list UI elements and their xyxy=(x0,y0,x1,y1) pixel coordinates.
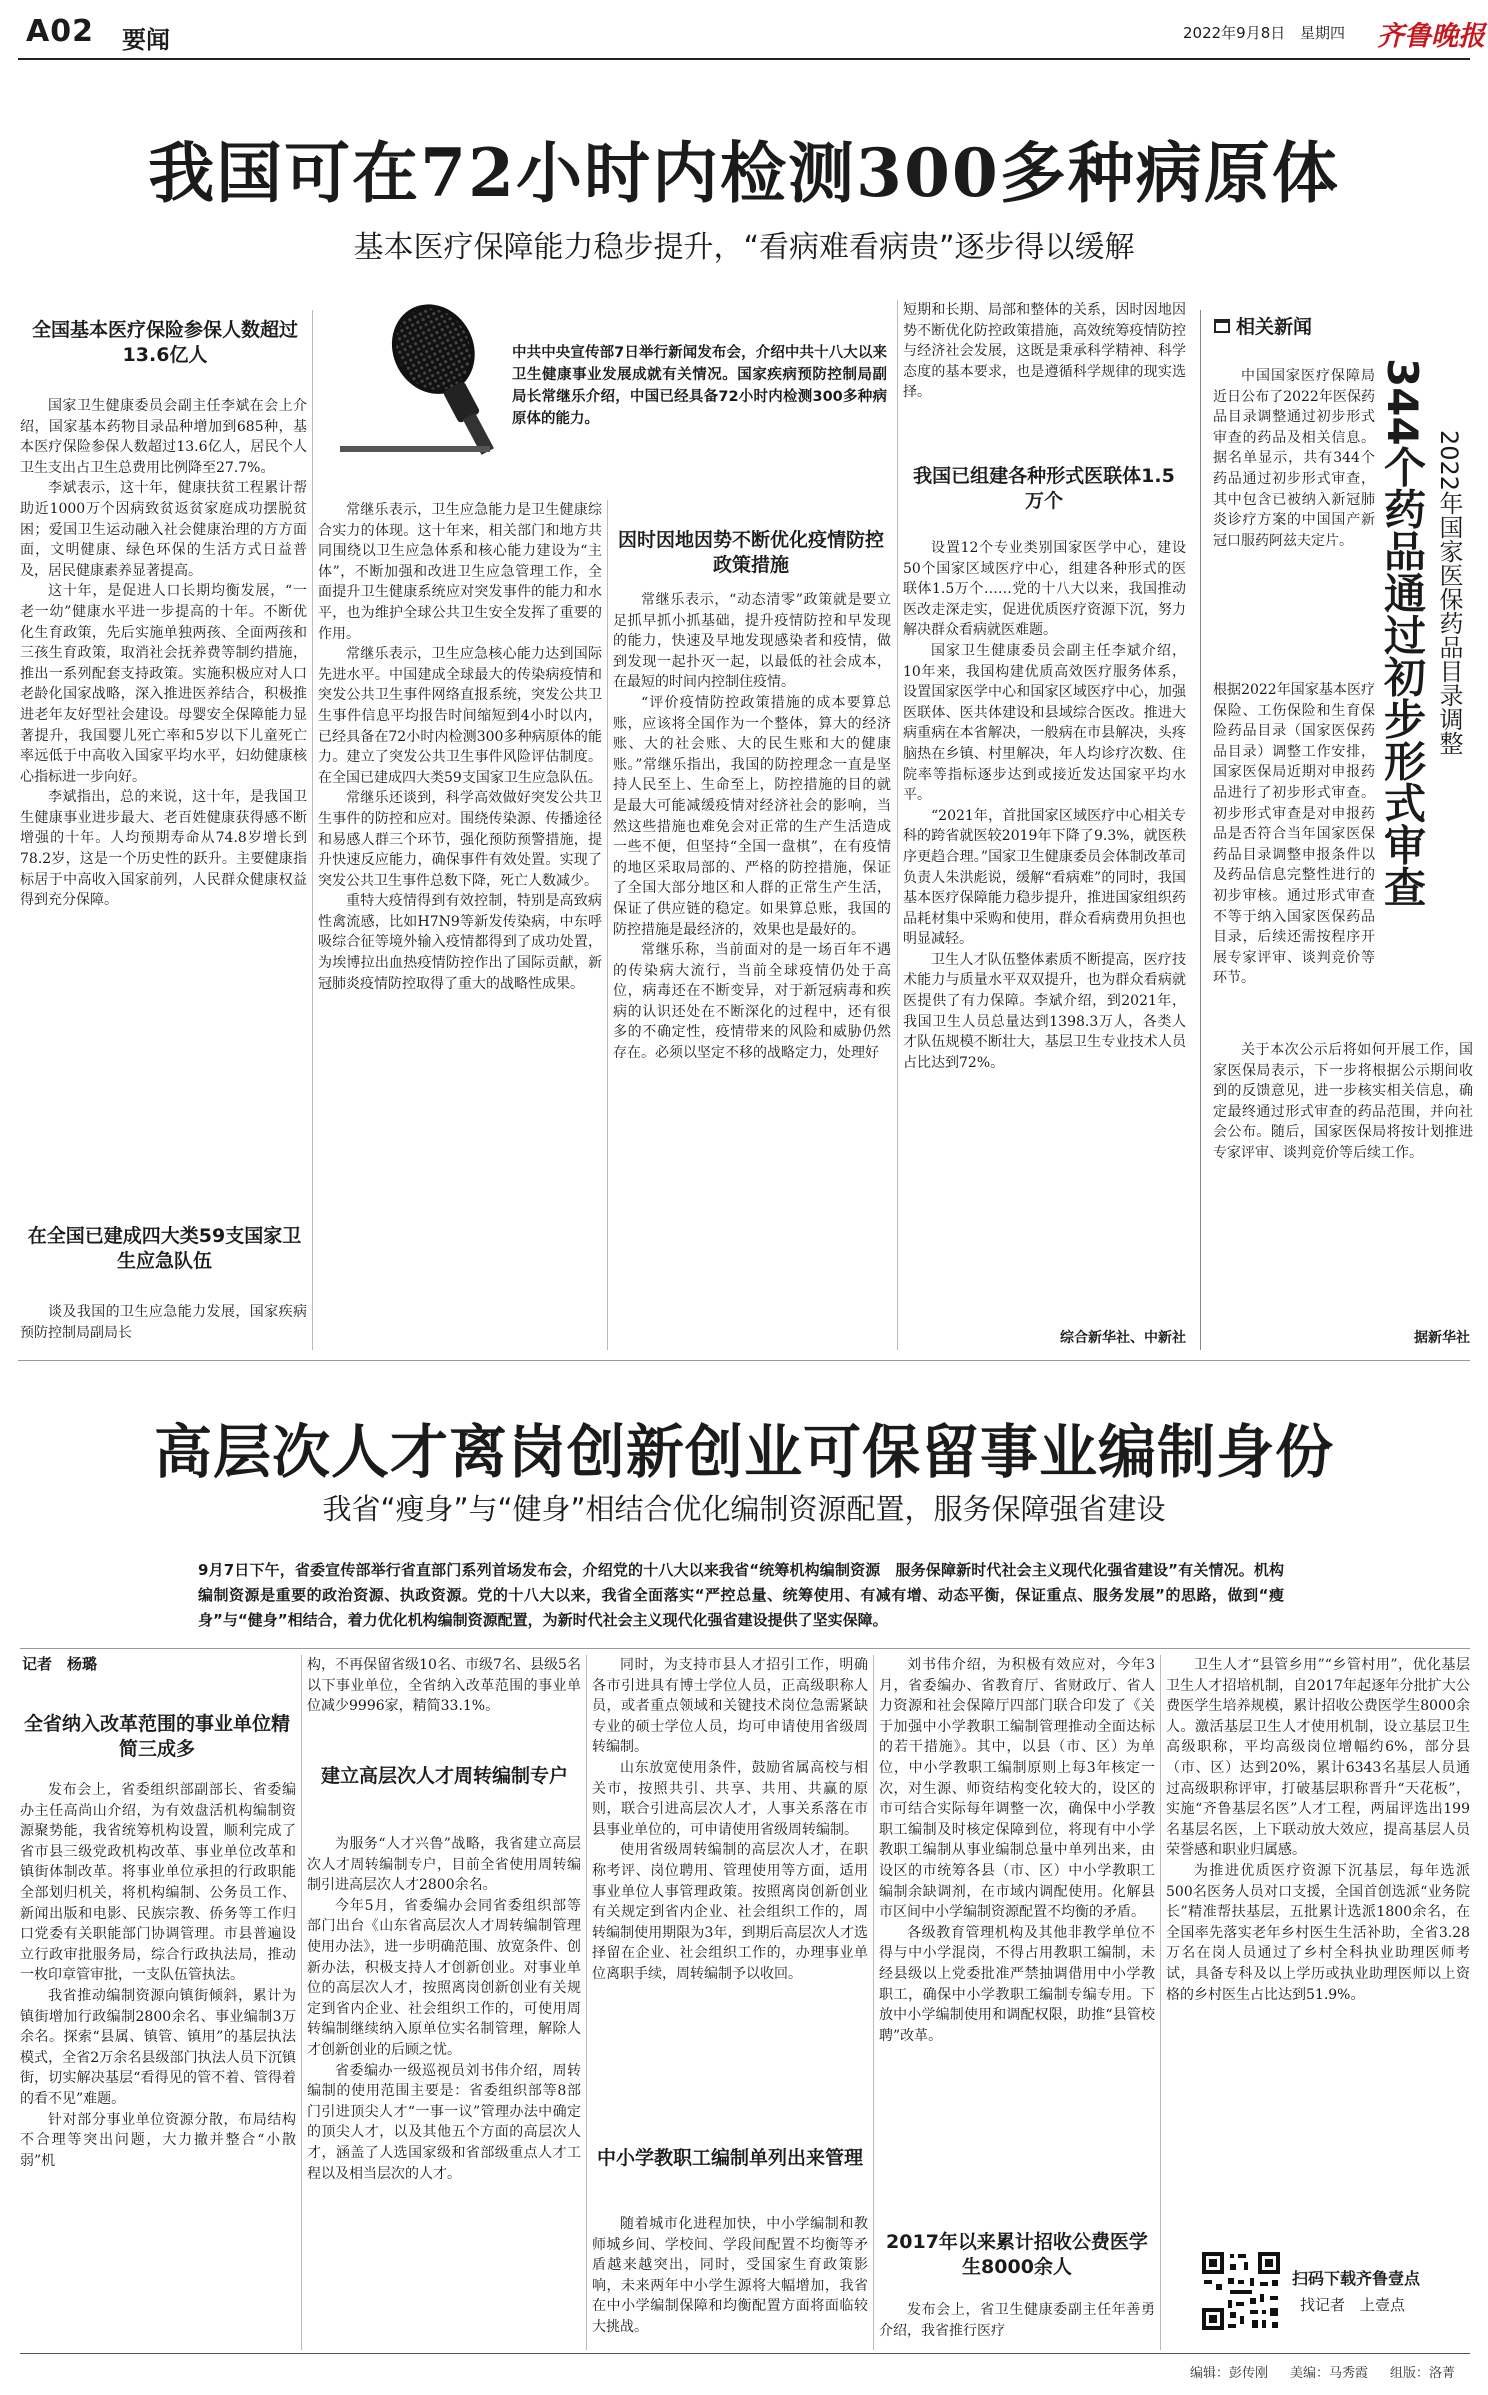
paragraph: 常继乐表示，卫生应急核心能力达到国际先进水平。中国建成全球最大的传染病疫情和突发公共卫生事件网络直报系统，突发公共卫生事件信息平均报告时间缩短到4小时以内，已经具备在72小时内检测300多种病原体的能力。建立了突发公共卫生事件风险评估制度。在全国已建成四大类59支国家卫生应急队伍。 xyxy=(318,646,602,786)
paragraph: 这十年，是促进人口长期均衡发展，“一老一幼”健康水平进一步提高的十年。不断优化生育政策，先后实施单独两孩、全面两孩和三孩生育政策，取消社会抚养费等制约措施，推出一系列配套支持政策。实施积极应对人口老龄化国家战略，深入推进医养结合，积极推进老年友好型社会建设。母婴安全保障能力显著提升，我国婴儿死亡率和5岁以下儿童死亡率远低于中高收入国家平均水平，妇幼健康核心指标进一步向好。 xyxy=(20,583,307,785)
column-divider xyxy=(607,500,608,1350)
paragraph: “2021年，首批国家区域医疗中心相关专科的跨省就医较2019年下降了9.3%，就医秩序更趋合理。”国家卫生健康委员会体制改革司负责人朱洪彪说，缓解“看病难”的同时，我国基本医疗保障能力稳步提升，推进国家组织药品耗材集中采购和使用，群众看病费用负担也明显减轻。 xyxy=(903,807,1186,948)
paragraph: 国家卫生健康委员会副主任李斌介绍，10年来，我国构建优质高效医疗服务体系，设置国家医学中心和国家区域医疗中心，加强医联体、医共体建设和县域综合医改。推进大病重病在本省解决，一般病在市县解决，头疼脑热在乡镇、村里解决，年人均诊疗次数、住院率等指标逐步达到或接近发达国家平均水平。 xyxy=(903,642,1186,804)
paragraph: 随着城市化进程加快，中小学编制和教师城乡间、学校间、学段间配置不均衡等矛盾越来越突出，同时，受国家生育政策影响，未来两年中小学生源将大幅增加，我省在中小学编制保障和均衡配置方面将面临较大挑战。 xyxy=(592,2216,868,2335)
story2-headline: 高层次人才离岗创新创业可保留事业编制身份 xyxy=(153,1418,1334,1486)
paragraph: 针对部分事业单位资源分散，布局结构不合理等突出问题，大力撤并整合“小散弱”机 xyxy=(20,2111,296,2169)
layout-credit: 组版：洛菁 xyxy=(1390,2366,1456,2381)
news-icon xyxy=(1214,319,1230,333)
sidebar-headline: 344个药品通过初步形式审查 xyxy=(1378,358,1427,908)
newspaper-logo: 齐鲁晚报 xyxy=(1377,21,1485,52)
story1-col3-heading: 因时因地因势不断优化疫情防控政策措施 xyxy=(617,529,884,576)
column-divider xyxy=(1160,1655,1161,2350)
editor-credit: 编辑：彭传刚 xyxy=(1190,2366,1269,2381)
story1-col4b-body xyxy=(903,538,1186,1330)
sidebar-body-mid xyxy=(1213,680,1375,987)
sidebar-body-bottom xyxy=(1213,1040,1473,1312)
issue-weekday: 星期四 xyxy=(1300,24,1346,42)
story2-col1-heading: 全省纳入改革范围的事业单位精简三成多 xyxy=(23,1713,290,1760)
story2-col1-body xyxy=(20,1780,296,2348)
masthead-rule xyxy=(18,58,1470,60)
column-divider xyxy=(873,1655,874,2350)
intro-rule xyxy=(20,1648,1470,1649)
qr-subcaption: 找记者 上壹点 xyxy=(1300,2296,1406,2314)
story1-col3-body xyxy=(613,590,891,1350)
story2-col2-heading: 建立高层次人才周转编制专户 xyxy=(320,1765,568,1787)
paragraph: 常继乐还谈到，科学高效做好突发公共卫生事件的防控和应对。围绕传染源、传播途径和易感人群三个环节，强化预防预警措施，提升快速反应能力，确保事件有效处置。实现了突发公共卫生事件总数下降，死亡人数减少。 xyxy=(318,790,602,889)
story2-col5-body xyxy=(1166,1655,1470,2221)
paragraph: 各级教育管理机构及其他非教学单位不得与中小学混岗，不得占用教职工编制，未经县级以上党委批准严禁抽调借用中小学教职工，确保中小学教职工编制专编专用。下放中小学编制使用和调配权限，助推“县管校聘”改革。 xyxy=(879,1924,1155,2044)
paragraph: 刘书伟介绍，为积极有效应对，今年3月，省委编办、省教育厅、省财政厅、省人力资源和社会保障厅四部门联合印发了《关于加强中小学教职工编制管理推动全面达标的若干措施》。其中，以县（市、区）为单位，中小学教职工编制原则上每3年核定一次，对生源、师资结构变化较大的，设区的市可结合实际每年调整一次，确保中小学教职工编制及时核定保障到位，将现有中小学教职工编制从事业编制总量中单列出来，由设区的市统筹各县（市、区）中小学教职工编制余缺调剂，在市域内调配使用。化解县市区间中小学编制资源配置不均衡的矛盾。 xyxy=(879,1657,1155,1921)
paragraph: 使用省级周转编制的高层次人才，在职称考评、岗位聘用、管理使用等方面，适用事业单位人事管理政策。按照离岗创新创业有关规定到省内企业、社会组织工作的，周转编制使用期限为3年，到期后高层次人才选择留在企业、社会组织工作的，办理事业单位离职手续，周转编制予以收回。 xyxy=(592,1842,868,1982)
designer-credit: 美编：马秀霞 xyxy=(1290,2366,1369,2381)
story1-col2-body xyxy=(318,500,602,1350)
story2-subhead: 我省“瘦身”与“健身”相结合优化编制资源配置，服务保障强省建设 xyxy=(322,1492,1166,1526)
story2-col4-heading: 2017年以来累计招收公费医学生8000余人 xyxy=(886,2231,1148,2278)
sidebar-label-text: 相关新闻 xyxy=(1236,316,1313,338)
story2-col2-body xyxy=(307,1655,581,1743)
story2-col3-body xyxy=(592,1655,868,2125)
paragraph: 今年5月，省委编办会同省委组织部等部门出台《山东省高层次人才周转编制管理使用办法》，进一步明确范围、放宽条件、创新办法，积极支持人才创新创业。对事业单位的高层次人才，按照离岗创新创业有关规定到省内企业、社会组织工作的，可使用周转编制继续纳入原单位实名制管理，解除人才创新创业的后顾之忧。 xyxy=(307,1897,581,2058)
paragraph: 山东放宽使用条件，鼓励省属高校与相关市，按照共引、共享、共用、共赢的原则，联合引进高层次人才，人事关系落在市县事业单位的，可申请使用省级周转编制。 xyxy=(592,1759,868,1838)
story2-col3-heading: 中小学教职工编制单列出来管理 xyxy=(596,2147,863,2169)
section-title: 要闻 xyxy=(122,26,170,54)
column-divider xyxy=(312,310,313,1350)
qr-code-icon[interactable] xyxy=(1200,2250,1282,2332)
column-divider xyxy=(586,1655,587,2350)
story-separator xyxy=(18,1360,1470,1361)
sidebar-body-top xyxy=(1213,366,1375,662)
paragraph: 常继乐表示，“动态清零”政策就是要立足抓早抓小抓基础，提升疫情防控和早发现的能力，快速及早地发现感染者和疫情，做到发现一起扑灭一起，以最低的社会成本，在最短的时间内控制住疫情。 xyxy=(613,592,891,691)
paragraph: 我省推动编制资源向镇街倾斜，累计为镇街增加行政编制2800余名、事业编制3万余名。探索“县属、镇管、镇用”的基层执法模式，全省2万余名县级部门执法人员下沉镇街，切实解决基层“看得见的管不着、管得着的看不见”难题。 xyxy=(20,1987,296,2107)
paragraph: 卫生人才队伍整体素质不断提高，医疗技术能力与质量水平双双提升，也为群众看病就医提供了有力保障。李斌介绍，到2021年，我国卫生人员总量达到1398.3万人，各类人才队伍规模不断壮大，基层卫生专业技术人员占比达到72%。 xyxy=(903,951,1186,1071)
footer-rule xyxy=(20,2353,1470,2354)
story1-subhead: 基本医疗保障能力稳步提升，“看病难看病贵”逐步得以缓解 xyxy=(353,230,1135,265)
paragraph: 中国国家医疗保障局近日公布了2022年医保药品目录调整通过初步形式审查的药品及相关信息。据名单显示，共有344个药品通过初步形式审查，其中包含已被纳入新冠肺炎诊疗方案的中国国产新冠口服药阿兹夫定片。 xyxy=(1213,368,1375,549)
story1-col1b-heading: 在全国已建成四大类59支国家卫生应急队伍 xyxy=(27,1225,302,1272)
paragraph: 关于本次公示后将如何开展工作，国家医保局表示，下一步将根据公示期间收到的反馈意见，进一步核实相关信息，确定最终通过形式审查的药品范围，并向社会公布。随后，国家医保局将按计划推进专家评审、谈判竞价等后续工作。 xyxy=(1213,1042,1473,1161)
story1-credit: 综合新华社、中新社 xyxy=(1060,1330,1186,1346)
paragraph: “评价疫情防控政策措施的成本要算总账，应该将全国作为一个整体，算大的经济账、大的社会账、大的民生账和大的健康账。”常继乐指出，我国的防控理念一直是坚持人民至上、生命至上，防控措施的目的就是最大可能减缓疫情对经济社会的影响，当然这些措施也难免会对正常的生产生活造成一些不便，但坚持“全国一盘棋”，在有疫情的地区采取局部的、严格的防控措施，保证了全国大部分地区和人群的正常生产生活，保证了供应链的稳定。如果算总账，我国的防控措施是最经济的，效果也是最好的。 xyxy=(613,694,891,938)
paragraph: 构，不再保留省级10名、市级7名、县级5名以下事业单位，全省纳入改革范围的事业单位减少9996家，精简33.1%。 xyxy=(307,1657,581,1715)
paragraph: 短期和长期、局部和整体的关系，因时因地因势不断优化防控政策措施，高效统筹疫情防控与经济社会发展，这既是秉承科学精神、科学态度的基本要求，也是遵循科学规律的现实选择。 xyxy=(903,302,1186,401)
page-number: A02 xyxy=(26,14,94,49)
paragraph: 发布会上，省委组织部副部长、省委编办主任高尚山介绍，为有效盘活机构编制资源聚势能，我省统筹机构设置，顺利完成了省市县三级党政机构改革、事业单位改革和镇街体制改革。将事业单位承担的行政职能全部划归机关，将机构编制、公务员工作、新闻出版和电影、民族宗教、侨务等工作归口党委有关职能部门协调管理。市县普遍设立行政审批服务局，综合行政执法局，推动一枚印章管审批，一支队伍管执法。 xyxy=(20,1782,296,1984)
reporter-byline: 记者 杨璐 xyxy=(22,1655,98,1673)
paragraph: 设置12个专业类别国家医学中心，建设50个国家区域医疗中心，组建各种形式的医联体1.5万个……党的十八大以来，我国推动医改走深走实，促进优质医疗资源下沉，努力解决群众看病就医难题。 xyxy=(903,540,1186,639)
paragraph: 省委编办一级巡视员刘书伟介绍，周转编制的使用范围主要是：省委组织部等8部门引进顶尖人才“一事一议”管理办法中确定的顶尖人才，以及其他五个方面的高层次人才，涵盖了人选国家级和省部级重点人才工程以及相当层次的人才。 xyxy=(307,2062,581,2182)
story2-col4-body xyxy=(879,1655,1155,2203)
microphone-icon xyxy=(330,296,530,466)
story1-col1-body xyxy=(20,396,307,1318)
sidebar-label xyxy=(1214,312,1312,339)
paragraph: 常继乐称，当前面对的是一场百年不遇的传染病大流行，当前全球疫情仍处于高位，病毒还在不断变异，对于新冠病毒和疾病的认识还处在不断深化的过程中，还有很多的不确定性，疫情带来的风险和威胁仍然存在。必须以坚定不移的战略定力，处理好 xyxy=(613,942,891,1062)
story1-col4-heading: 我国已组建各种形式医联体1.5万个 xyxy=(913,465,1175,512)
column-divider xyxy=(301,1655,302,2350)
story2-col2b-body xyxy=(307,1834,581,2350)
story2-col3b-body xyxy=(592,2214,868,2350)
paragraph: 国家卫生健康委员会副主任李斌在会上介绍，国家基本药物目录品种增加到685种，基本医疗保险参保人数超过13.6亿人，居民个人卫生支出占卫生总费用比例降至27.7%。 xyxy=(20,398,307,476)
paragraph: 为服务“人才兴鲁”战略，我省建立高层次人才周转编制专户，目前全省使用周转编制引进高层次人才2800余名。 xyxy=(307,1836,581,1894)
story1-headline: 我国可在72小时内检测300多种病原体 xyxy=(148,134,1340,212)
paragraph: 发布会上，省卫生健康委副主任年善勇介绍，我省推行医疗 xyxy=(879,2302,1155,2339)
paragraph: 重特大疫情得到有效控制，特别是高致病性禽流感，比如H7N9等新发传染病，中东呼吸综合征等境外输入疫情都得到了成功处置，为埃博拉出血热疫情防控作出了国际贡献，新冠肺炎疫情防控取得了重大的战略性成果。 xyxy=(318,893,602,992)
sidebar-kicker: 2022年国家医保药品目录调整 xyxy=(1435,430,1463,756)
paragraph: 同时，为支持市县人才招引工作，明确各市引进具有博士学位人员，正高级职称人员，或者重点领域和关键技术岗位急需紧缺专业的硕士学位人员，均可申请使用省级周转编制。 xyxy=(592,1657,868,1756)
column-divider xyxy=(897,300,898,1350)
story2-col4b-body xyxy=(879,2300,1155,2348)
sidebar-credit: 据新华社 xyxy=(1414,1330,1470,1346)
paragraph: 常继乐表示，卫生应急能力是卫生健康综合实力的体现。这十年来，相关部门和地方共同围绕以卫生应急体系和核心能力建设为“主体”，不断加强和改进卫生应急管理工作，全面提升卫生健康系统应对突发事件的能力和水平，也为维护全球公共卫生安全发挥了重要的作用。 xyxy=(318,502,602,642)
story1-col1b-body xyxy=(20,1302,307,1346)
paragraph: 李斌指出，总的来说，这十年，是我国卫生健康事业进步最大、老百姓健康获得感不断增强的十年。人均预期寿命从74.8岁增长到78.2岁，这是一个历史性的跃升。主要健康指标居于中高收入国家前列，人民群众健康权益得到充分保障。 xyxy=(20,789,307,909)
paragraph: 李斌表示，这十年，健康扶贫工程累计帮助近1000万个因病致贫返贫家庭成功摆脱贫困；爱国卫生运动融入社会健康治理的方方面面，文明健康、绿色环保的生活方式日益普及，居民健康素养显著提高。 xyxy=(20,480,307,579)
paragraph: 为推进优质医疗资源下沉基层，每年选派500名医务人员对口支援，全国首创选派“业务院长”精准帮扶基层，五批累计选派1800余名，在全国率先落实老年乡村医生生活补助，全省3.28万名在岗人员通过了乡村全科执业助理医师考试，具备专科及以上学历或执业助理医师以上资格的乡村医生占比达到51.9%。 xyxy=(1166,1862,1470,2003)
story2-intro: 9月7日下午，省委宣传部举行省直部门系列首场发布会，介绍党的十八大以来我省“统筹机构编制资源 服务保障新时代社会主义现代化强省建设”有关情况。机构编制资源是重要的政治资源、执政资源。党的十八大以来，我省全面落实“严控总量、统筹使用、有减有增、动态平衡，保证重点、服务发展”的思路，做到“瘦身”与“健身”相结合，着力优化机构编制资源配置，为新时代社会主义现代化强省建设提供了坚实保障。 xyxy=(198,1561,1284,1629)
story1-intro: 中共中央宣传部7日举行新闻发布会，介绍中共十八大以来卫生健康事业发展成就有关情况。国家疾病预防控制局副局长常继乐介绍，中国已经具备72小时内检测300多种病原体的能力。 xyxy=(512,345,887,427)
issue-date: 2022年9月8日 xyxy=(1183,24,1286,42)
paragraph: 卫生人才“县管乡用”“乡管村用”，优化基层卫生人才招培机制，自2017年起逐年分批扩大公费医学生培养规模，累计招收公费医学生8000余人。激活基层卫生人才使用机制，设立基层卫生高级职称，平均高级岗位增幅约6%，部分县（市、区）达到20%，累计6343名基层人员通过高级职称评审，打破基层职称晋升“天花板”，实施“齐鲁基层名医”人才工程，两届评选出199名基层名医，上下联动放大效应，提高基层人员荣誉感和职业归属感。 xyxy=(1166,1657,1470,1859)
paragraph: 谈及我国的卫生应急能力发展，国家疾病预防控制局副局长 xyxy=(20,1304,307,1341)
sidebar-divider xyxy=(1200,310,1201,1350)
story1-col4-body xyxy=(903,300,1186,452)
qr-caption: 扫码下载齐鲁壹点 xyxy=(1292,2269,1421,2288)
paragraph: 根据2022年国家基本医疗保险、工伤保险和生育保险药品目录（国家医保药品目录）调整工作安排，国家医保局近期对申报药品进行了初步形式审查。初步形式审查是对申报药品是否符合当年国家医保药品目录调整申报条件以及药品信息完整性进行的初步审核。通过形式审查不等于纳入国家医保药品目录，后续还需按程序开展专家评审、谈判竞价等环节。 xyxy=(1213,682,1375,987)
story1-col1-heading: 全国基本医疗保险参保人数超过13.6亿人 xyxy=(31,319,298,366)
